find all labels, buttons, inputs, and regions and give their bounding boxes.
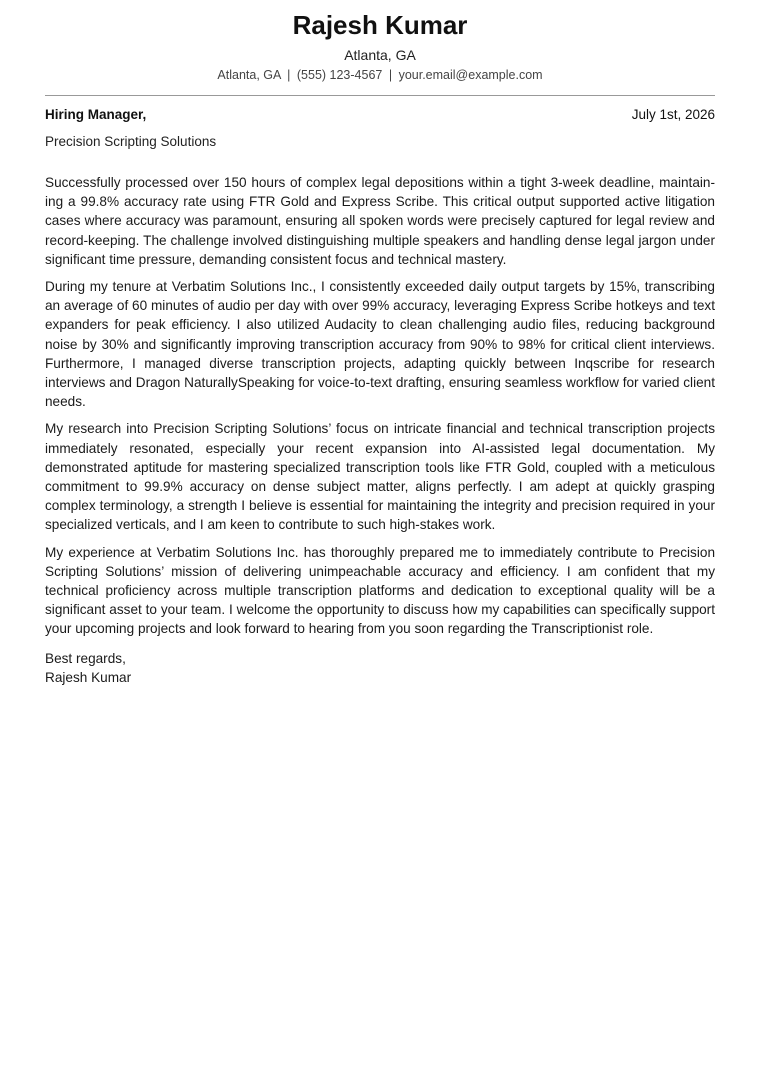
letter-closing	[45, 649, 715, 687]
closing-phrase: Best regards,	[45, 650, 126, 666]
header-divider	[45, 95, 715, 96]
signature-name: Rajesh Kumar	[45, 669, 132, 685]
contact-phone: (555) 123-4567	[296, 68, 383, 82]
company-name: Precision Scripting Solutions	[45, 134, 217, 149]
letter-body	[45, 173, 715, 639]
recipient-salutation: Hiring Manager,	[45, 107, 147, 122]
applicant-name: Rajesh Kumar	[292, 10, 468, 40]
contact-line	[45, 67, 715, 83]
body-paragraph: Successfully processed over 150 hours of complex legal depositions within a tight 3-week deadline, maintaining a 99.8% accuracy rate using FTR Gold and Express Scribe. This critical output supported active litigation cases where accuracy was paramount, ensuring all spoken words were precisely captured for legal review and record-keeping. The challenge involved distinguishing multiple speakers and handling dense legal jargon under significant time pressure, demanding consistent focus and technical mastery.	[45, 175, 715, 267]
recipient-date-row	[45, 106, 715, 124]
applicant-location: Atlanta, GA	[344, 47, 416, 63]
body-paragraph: During my tenure at Verbatim Solutions Inc., I consistently exceeded daily output targets by 15%, transcribing an average of 60 minutes of audio per day with over 99% accuracy, leveraging Express Scribe hotkeys and text expanders for peak efficiency. I also utilized Audacity to clean challenging audio files, reducing background noise by 30% and significantly improving transcription accuracy from 90% to 98% for critical client interviews. Furthermore, I managed diverse transcription projects, adapting quickly between Inqscribe for research interviews and Dragon NaturallySpeaking for voice-to-text drafting, ensuring seamless workflow for varied client needs.	[45, 279, 715, 410]
contact-email: your.email@example.com	[398, 68, 543, 82]
contact-separator: |	[388, 68, 393, 82]
body-paragraph: My research into Precision Scripting Solutions’ focus on intricate financial and technical transcription projects immediately resonated, especially your recent expansion into AI-assisted legal documentation. My demonstrated aptitude for mastering specialized transcription tools like FTR Gold, coupled with a meticulous commitment to 99.9% accuracy on dense subject matter, aligns perfectly. I am adept at quickly grasping complex terminology, a strength I believe is essential for maintaining the integrity and precision required in your specialized verticals, and I am keen to contribute to such high-stakes work.	[45, 421, 715, 533]
body-paragraph: My experience at Verbatim Solutions Inc. has thoroughly prepared me to immediately contribute to Precision Scripting Solutions’ mission of delivering unimpeachable accuracy and efficiency. I am confident that my technical proficiency across multiple transcription platforms and dedication to exceptional quality will be a significant asset to your team. I welcome the opportunity to discuss how my capabilities can specifically support your upcoming projects and look forward to hearing from you soon regarding the Transcriptionist role.	[45, 544, 715, 637]
letter-date: July 1st, 2026	[631, 107, 715, 122]
contact-city: Atlanta, GA	[217, 68, 281, 82]
contact-separator: |	[287, 68, 291, 82]
letter-header	[45, 0, 715, 83]
